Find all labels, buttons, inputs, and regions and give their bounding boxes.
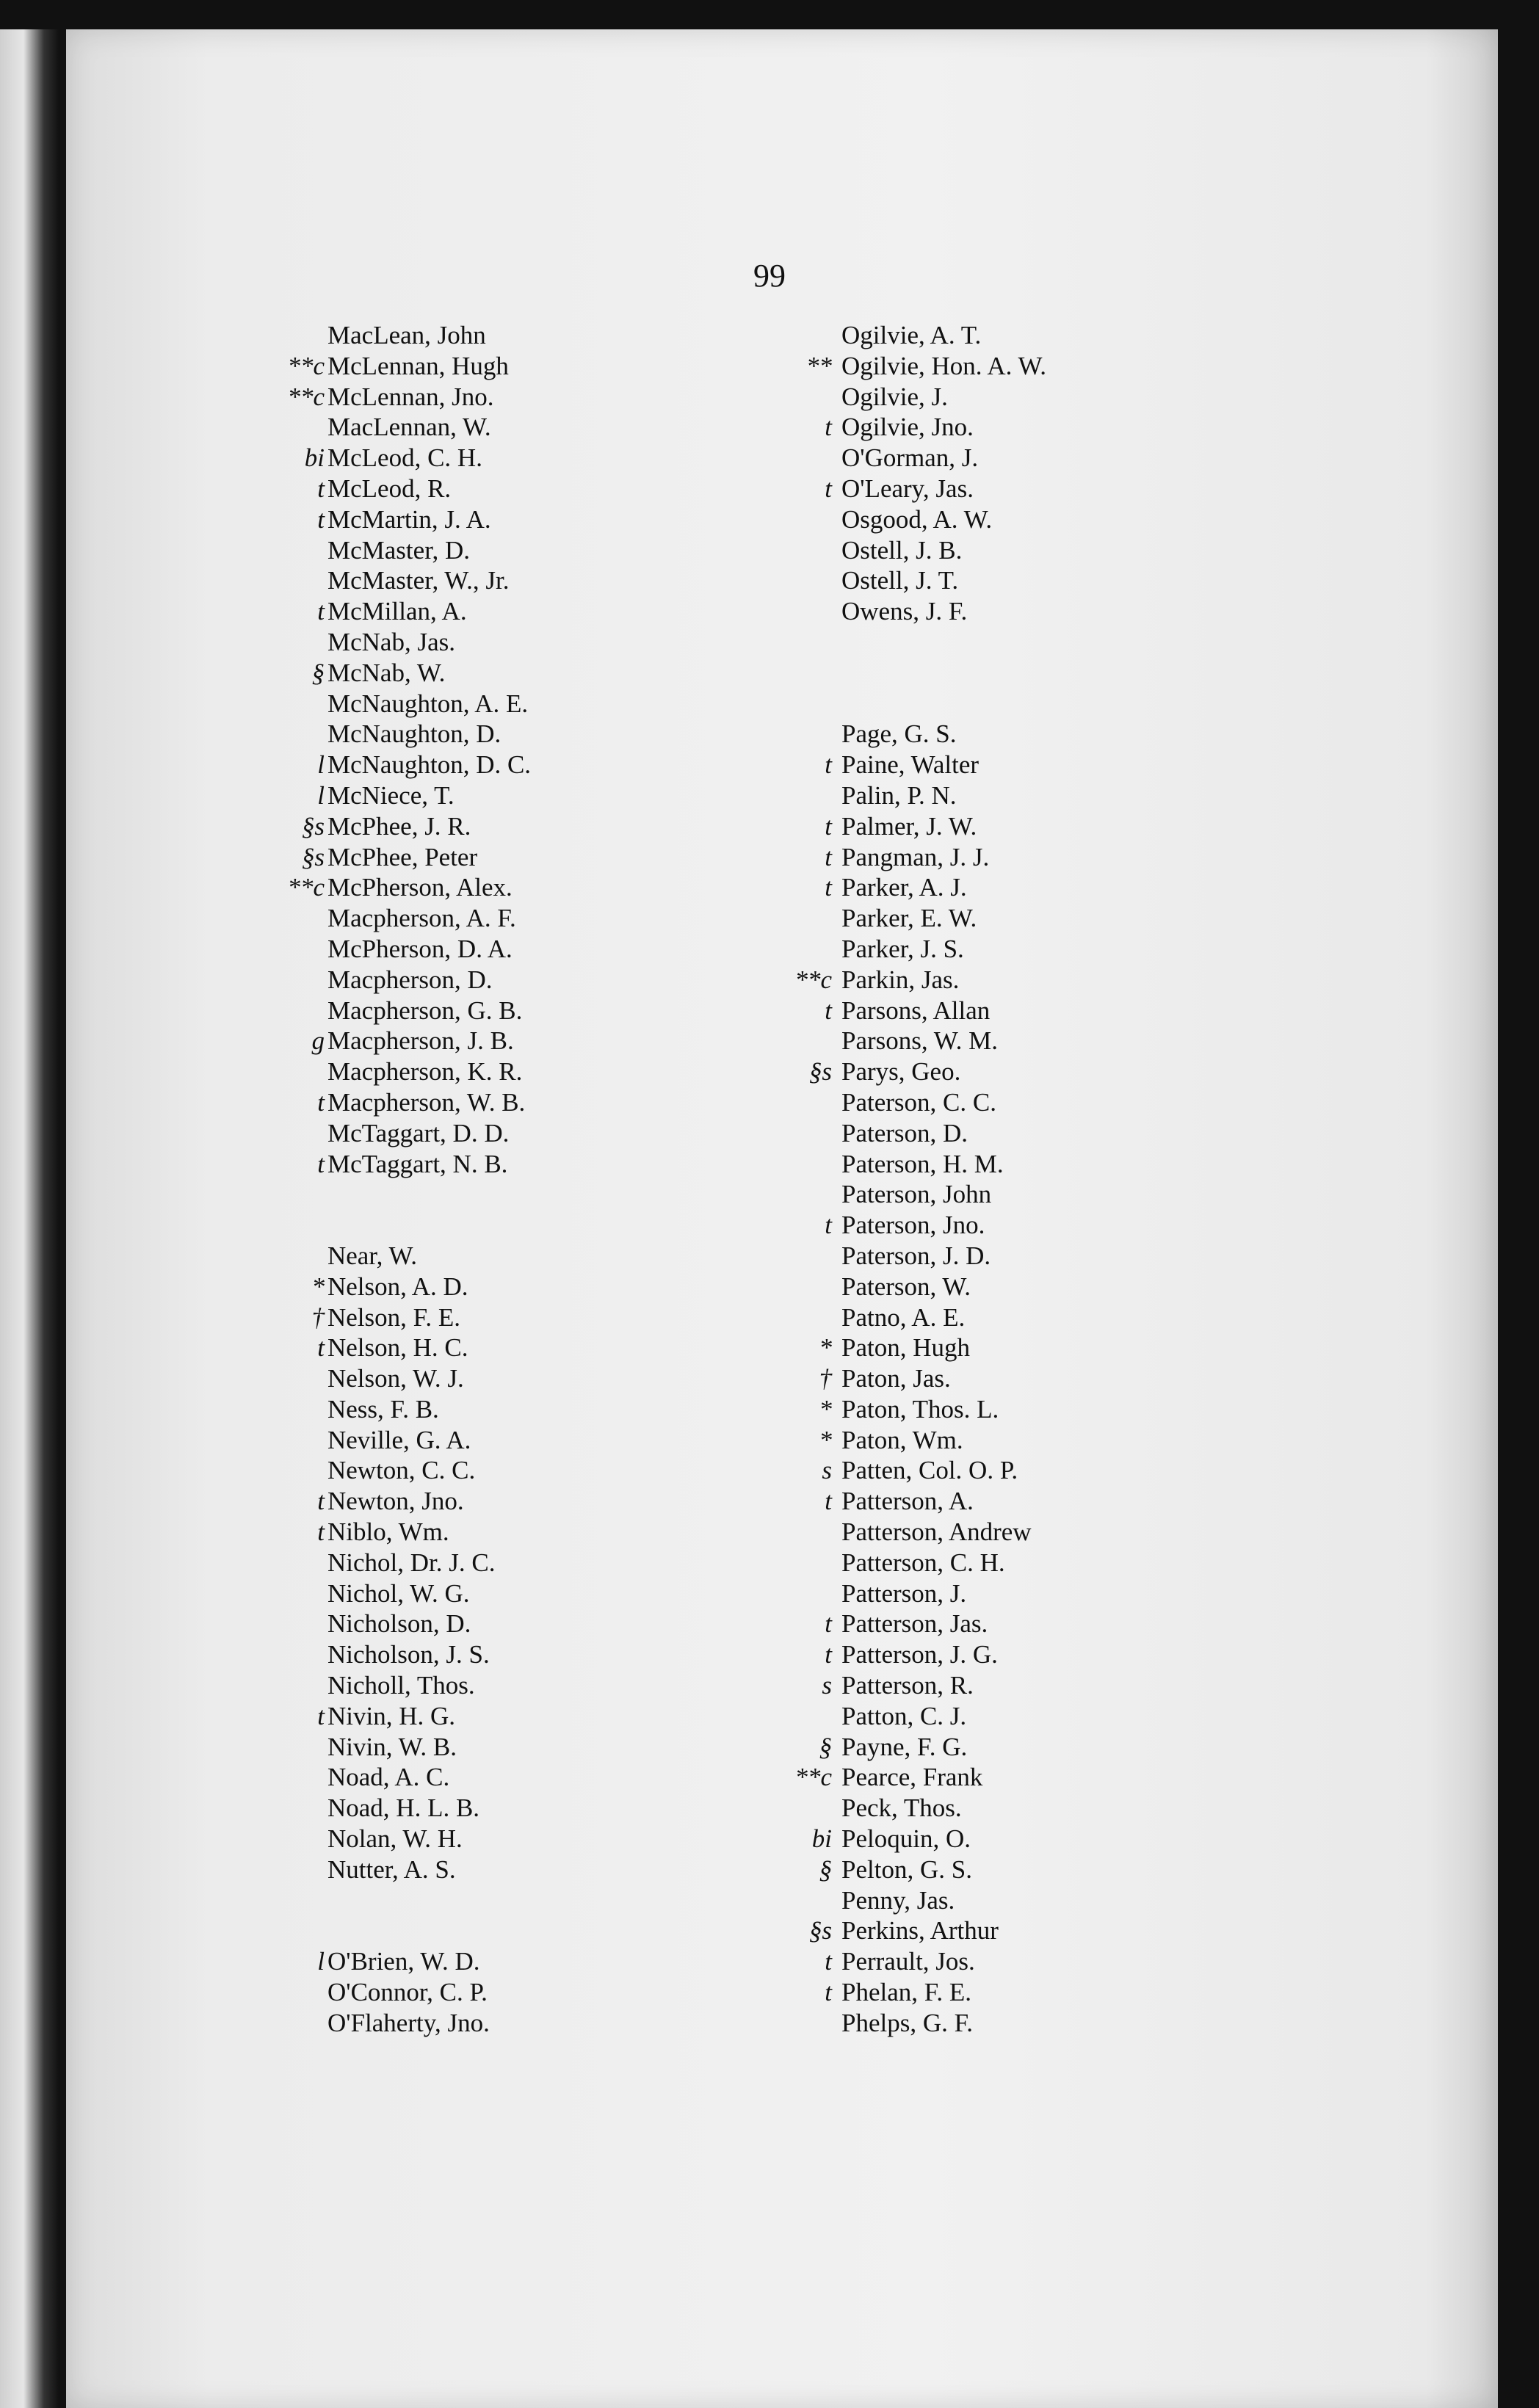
directory-entry <box>235 965 749 996</box>
directory-entry <box>749 351 1336 382</box>
entry-name: Paterson, J. D. <box>841 1241 991 1270</box>
entry-name: McMartin, J. A. <box>327 504 491 534</box>
entry-name: McNiece, T. <box>327 780 455 810</box>
directory-entry <box>235 1762 749 1793</box>
entry-name: Palin, P. N. <box>841 780 957 810</box>
directory-entry <box>235 1118 749 1149</box>
directory-entry <box>235 1578 749 1609</box>
entry-name: Paterson, John <box>841 1180 992 1209</box>
directory-entry <box>235 1302 749 1333</box>
directory-entry <box>235 1639 749 1670</box>
entry-mark: § <box>819 1732 832 1761</box>
entry-name: McNab, Jas. <box>327 627 455 656</box>
entry-name: Nivin, H. G. <box>327 1701 456 1730</box>
entry-name: Parsons, Allan <box>841 996 991 1025</box>
directory-entry <box>749 1977 1336 2008</box>
entry-name: McTaggart, N. B. <box>327 1149 508 1178</box>
entry-name: O'Leary, Jas. <box>841 474 974 503</box>
entry-mark: §s <box>808 1916 832 1945</box>
directory-entry <box>749 382 1336 413</box>
entry-mark: t <box>825 996 832 1025</box>
entry-mark: t <box>317 1333 325 1363</box>
directory-entry <box>749 1824 1336 1854</box>
directory-entry <box>235 811 749 842</box>
entry-name: Patterson, Jas. <box>841 1609 988 1639</box>
entry-mark: * <box>819 1425 832 1454</box>
entry-name: Nivin, W. B. <box>327 1732 457 1761</box>
entry-mark: t <box>317 1517 325 1547</box>
entry-name: Parker, E. W. <box>841 904 977 933</box>
directory-entry <box>749 1915 1336 1946</box>
directory-entry <box>235 1517 749 1548</box>
entry-name: Patterson, J. G. <box>841 1640 998 1669</box>
directory-entry <box>749 1670 1336 1701</box>
entry-name: Ostell, J. T. <box>841 566 959 595</box>
directory-entry <box>235 596 749 627</box>
directory-entry <box>235 996 749 1026</box>
directory-entry <box>749 1302 1336 1333</box>
directory-entry <box>235 1363 749 1394</box>
entry-name: MacLennan, W. <box>327 413 491 442</box>
directory-entry <box>235 689 749 719</box>
entry-mark: t <box>825 811 832 841</box>
entry-name: McLeod, R. <box>327 474 452 503</box>
entry-mark: ** <box>806 351 832 380</box>
entry-name: Patterson, Andrew <box>841 1517 1032 1547</box>
entry-name: Paton, Hugh <box>841 1333 970 1363</box>
entry-mark: † <box>311 1302 325 1332</box>
directory-entry <box>749 1210 1336 1241</box>
entry-name: Newton, C. C. <box>327 1456 476 1485</box>
entry-name: Parkin, Jas. <box>841 965 960 994</box>
directory-entry <box>749 1332 1336 1363</box>
directory-entry <box>749 1486 1336 1517</box>
entry-mark: t <box>317 1701 325 1730</box>
directory-entry <box>235 1824 749 1854</box>
directory-entry <box>749 565 1336 596</box>
blank-line <box>235 1210 749 1241</box>
entry-mark: t <box>317 474 325 503</box>
directory-entry <box>749 903 1336 934</box>
blank-line <box>235 1885 749 1916</box>
directory-entry <box>749 1609 1336 1639</box>
entry-name: Noad, H. L. B. <box>327 1794 480 1823</box>
entry-mark: **c <box>794 1763 832 1792</box>
entry-mark: l <box>317 750 325 780</box>
directory-entry <box>235 1793 749 1824</box>
entry-name: Peck, Thos. <box>841 1794 962 1823</box>
entry-name: Paton, Wm. <box>841 1425 963 1454</box>
directory-entry <box>749 1517 1336 1548</box>
entry-mark: t <box>825 750 832 780</box>
adjacent-page-edge <box>0 29 59 2408</box>
entry-mark: t <box>825 1947 832 1976</box>
entry-name: Nelson, A. D. <box>327 1272 468 1301</box>
entry-name: Nicholson, D. <box>327 1609 471 1639</box>
entry-mark: s <box>822 1671 832 1700</box>
entry-name: Osgood, A. W. <box>841 504 993 534</box>
entry-mark: s <box>822 1456 832 1485</box>
entry-name: Ogilvie, A. T. <box>841 321 982 349</box>
directory-entry <box>235 1732 749 1763</box>
directory-entry <box>749 412 1336 443</box>
directory-entry <box>749 1241 1336 1272</box>
directory-entry <box>235 934 749 965</box>
entry-name: Perkins, Arthur <box>841 1916 999 1945</box>
directory-entry <box>749 872 1336 903</box>
directory-entry <box>749 474 1336 504</box>
entry-name: McMaster, D. <box>327 535 470 565</box>
entry-mark: **c <box>287 351 325 380</box>
entry-mark: t <box>825 1978 832 2007</box>
entry-mark: bi <box>304 443 325 473</box>
directory-entry <box>235 565 749 596</box>
entry-name: Palmer, J. W. <box>841 811 977 841</box>
entry-mark: §s <box>808 1057 832 1087</box>
entry-name: McNab, W. <box>327 658 446 687</box>
directory-entry <box>235 504 749 535</box>
directory-entry <box>749 1118 1336 1149</box>
directory-entry <box>235 1149 749 1180</box>
entry-name: Macpherson, W. B. <box>327 1087 526 1117</box>
directory-entry <box>235 1455 749 1486</box>
entry-mark: t <box>317 504 325 534</box>
directory-entry <box>749 1087 1336 1118</box>
directory-entry <box>235 872 749 903</box>
entry-mark: § <box>311 658 325 687</box>
entry-name: Niblo, Wm. <box>327 1517 449 1547</box>
entry-mark: t <box>825 1487 832 1516</box>
entry-name: Patterson, A. <box>841 1487 974 1516</box>
entry-name: Parys, Geo. <box>841 1057 961 1087</box>
directory-entry <box>235 1977 749 2008</box>
entry-mark: l <box>317 780 325 810</box>
entry-mark: bi <box>811 1824 832 1854</box>
entry-name: McMillan, A. <box>327 597 467 626</box>
entry-name: Nichol, Dr. J. C. <box>327 1548 496 1577</box>
directory-entry <box>235 1609 749 1639</box>
directory-entry <box>235 903 749 934</box>
entry-name: Patton, C. J. <box>841 1701 967 1730</box>
entry-name: Patterson, C. H. <box>841 1548 1005 1577</box>
entry-name: Payne, F. G. <box>841 1732 968 1761</box>
directory-entry <box>749 1762 1336 1793</box>
directory-entry <box>749 535 1336 566</box>
entry-name: McPhee, J. R. <box>327 811 471 841</box>
directory-entry <box>235 443 749 474</box>
entry-mark: t <box>317 597 325 626</box>
entry-name: Paterson, W. <box>841 1272 971 1301</box>
page-number: 99 <box>753 258 786 294</box>
entry-name: O'Gorman, J. <box>841 443 979 473</box>
directory-entry <box>749 2008 1336 2039</box>
directory-entry <box>235 719 749 750</box>
entry-name: Paine, Walter <box>841 750 979 780</box>
directory-entry <box>749 965 1336 996</box>
entry-name: Parker, J. S. <box>841 934 964 963</box>
directory-entry <box>235 627 749 658</box>
directory-entry <box>235 1946 749 1977</box>
blank-line <box>749 689 1336 719</box>
entry-name: Phelps, G. F. <box>841 2008 974 2037</box>
directory-entry <box>749 1639 1336 1670</box>
entry-mark: t <box>825 474 832 503</box>
entry-name: Nelson, F. E. <box>327 1302 460 1332</box>
entry-name: Ostell, J. B. <box>841 535 963 565</box>
directory-entry <box>749 1455 1336 1486</box>
directory-entry <box>749 1578 1336 1609</box>
entry-name: Noad, A. C. <box>327 1763 450 1792</box>
directory-entry <box>235 1548 749 1578</box>
directory-entry <box>235 658 749 689</box>
blank-line <box>235 1915 749 1946</box>
entry-mark: t <box>825 842 832 871</box>
directory-entry <box>749 842 1336 873</box>
entry-mark: §s <box>301 842 325 871</box>
entry-mark: t <box>317 1487 325 1516</box>
entry-name: Macpherson, D. <box>327 965 493 994</box>
directory-entry <box>235 412 749 443</box>
entry-name: Perrault, Jos. <box>841 1947 975 1976</box>
entry-name: McPherson, Alex. <box>327 873 513 902</box>
entry-name: McLennan, Hugh <box>327 351 509 380</box>
entry-name: Paterson, C. C. <box>841 1087 996 1117</box>
entry-name: Pearce, Frank <box>841 1763 983 1792</box>
directory-entry <box>235 1486 749 1517</box>
directory-entry <box>235 382 749 413</box>
directory-entry <box>235 1394 749 1425</box>
entry-mark: **c <box>287 382 325 411</box>
entry-name: MacLean, John <box>327 321 486 349</box>
entry-name: Ogilvie, J. <box>841 382 948 411</box>
entry-name: McMaster, W., Jr. <box>327 566 510 595</box>
entry-name: Parsons, W. M. <box>841 1026 998 1056</box>
entry-name: Phelan, F. E. <box>841 1978 972 2007</box>
entry-name: McTaggart, D. D. <box>327 1118 510 1147</box>
directory-entry <box>749 750 1336 780</box>
directory-entry <box>749 596 1336 627</box>
directory-entry <box>749 1732 1336 1763</box>
entry-name: McLennan, Jno. <box>327 382 494 411</box>
directory-entry <box>749 1885 1336 1916</box>
directory-entry <box>235 535 749 566</box>
blank-line <box>749 627 1336 658</box>
entry-name: Patterson, J. <box>841 1578 967 1608</box>
entry-name: McLeod, C. H. <box>327 443 482 473</box>
directory-entry <box>749 1363 1336 1394</box>
entry-name: Pangman, J. J. <box>841 842 990 871</box>
directory-entry <box>749 719 1336 750</box>
directory-entry <box>235 1425 749 1456</box>
directory-entry <box>235 1056 749 1087</box>
directory-entry <box>749 443 1336 474</box>
directory-entry <box>749 1394 1336 1425</box>
directory-entry <box>235 1241 749 1272</box>
directory-entry <box>749 811 1336 842</box>
entry-mark: **c <box>794 965 832 994</box>
entry-name: Patno, A. E. <box>841 1302 966 1332</box>
entry-mark: **c <box>287 873 325 902</box>
entry-name: Macpherson, A. F. <box>327 904 516 933</box>
directory-entry <box>235 1026 749 1056</box>
entry-mark: t <box>825 1211 832 1240</box>
entry-name: Parker, A. J. <box>841 873 967 902</box>
directory-entry <box>749 320 1336 351</box>
entry-name: Macpherson, G. B. <box>327 996 523 1025</box>
entry-name: O'Brien, W. D. <box>327 1947 480 1976</box>
entry-name: Owens, J. F. <box>841 597 968 626</box>
directory-entry <box>749 1149 1336 1180</box>
blank-line <box>235 1179 749 1210</box>
entry-name: Peloquin, O. <box>841 1824 971 1854</box>
entry-name: Ogilvie, Hon. A. W. <box>841 351 1047 380</box>
entry-name: O'Connor, C. P. <box>327 1978 488 2007</box>
entry-mark: l <box>317 1947 325 1976</box>
entry-mark: t <box>825 1609 832 1639</box>
directory-entry <box>749 1701 1336 1732</box>
directory-entry <box>749 1548 1336 1578</box>
directory-entry <box>749 1793 1336 1824</box>
entry-name: Paterson, H. M. <box>841 1149 1004 1178</box>
entry-name: Paton, Jas. <box>841 1364 951 1393</box>
entry-mark: § <box>819 1854 832 1884</box>
directory-entry <box>235 1087 749 1118</box>
directory-entry <box>235 1670 749 1701</box>
entry-name: Patterson, R. <box>841 1671 974 1700</box>
entry-mark: * <box>311 1272 325 1301</box>
entry-name: Ogilvie, Jno. <box>841 413 974 442</box>
directory-entry <box>235 750 749 780</box>
entry-name: Macpherson, K. R. <box>327 1057 523 1087</box>
entry-mark: t <box>317 1149 325 1178</box>
entry-name: Nelson, W. J. <box>327 1364 464 1393</box>
entry-name: Nolan, W. H. <box>327 1824 463 1854</box>
entry-name: Nicholson, J. S. <box>327 1640 490 1669</box>
directory-entry <box>235 2008 749 2039</box>
entry-mark: g <box>311 1026 325 1056</box>
entry-mark: t <box>317 1087 325 1117</box>
entry-name: McNaughton, D. <box>327 719 501 749</box>
directory-entry <box>235 320 749 351</box>
directory-entry <box>235 474 749 504</box>
entry-name: Ness, F. B. <box>327 1394 439 1424</box>
directory-entry <box>749 996 1336 1026</box>
entry-mark: t <box>825 1640 832 1669</box>
entry-name: Nicholl, Thos. <box>327 1671 475 1700</box>
entry-name: Patten, Col. O. P. <box>841 1456 1018 1485</box>
entry-name: Nichol, W. G. <box>327 1578 470 1608</box>
entry-name: McNaughton, A. E. <box>327 689 529 718</box>
entry-name: Macpherson, J. B. <box>327 1026 514 1056</box>
directory-entry <box>749 934 1336 965</box>
directory-entry <box>235 1701 749 1732</box>
directory-entry <box>749 780 1336 811</box>
blank-line <box>749 658 1336 689</box>
entry-name: McPhee, Peter <box>327 842 478 871</box>
directory-entry <box>235 780 749 811</box>
entry-mark: §s <box>301 811 325 841</box>
entry-name: Neville, G. A. <box>327 1425 471 1454</box>
entry-name: Paton, Thos. L. <box>841 1394 999 1424</box>
left-name-column <box>235 320 749 2039</box>
right-name-column <box>749 320 1336 2039</box>
entry-mark: * <box>819 1394 832 1424</box>
directory-entry <box>235 842 749 873</box>
entry-name: Paterson, D. <box>841 1118 968 1147</box>
directory-entry <box>235 1854 749 1885</box>
entry-name: Near, W. <box>327 1241 418 1270</box>
directory-entry <box>235 1272 749 1302</box>
entry-name: Newton, Jno. <box>327 1487 464 1516</box>
entry-mark: t <box>825 413 832 442</box>
directory-entry <box>749 1272 1336 1302</box>
entry-mark: t <box>825 873 832 902</box>
directory-entry <box>235 1332 749 1363</box>
entry-name: McPherson, D. A. <box>327 934 513 963</box>
entry-mark: * <box>819 1333 832 1363</box>
entry-name: McNaughton, D. C. <box>327 750 532 780</box>
entry-mark: † <box>819 1364 832 1393</box>
entry-name: Page, G. S. <box>841 719 957 749</box>
directory-entry <box>749 1946 1336 1977</box>
directory-entry <box>749 1425 1336 1456</box>
entry-name: Nutter, A. S. <box>327 1854 456 1884</box>
directory-entry <box>749 1854 1336 1885</box>
entry-name: Pelton, G. S. <box>841 1854 972 1884</box>
directory-entry <box>749 1056 1336 1087</box>
directory-entry <box>749 1179 1336 1210</box>
entry-name: Nelson, H. C. <box>327 1333 468 1363</box>
directory-entry <box>749 504 1336 535</box>
entry-name: Paterson, Jno. <box>841 1211 985 1240</box>
entry-name: O'Flaherty, Jno. <box>327 2008 490 2037</box>
directory-entry <box>235 351 749 382</box>
directory-entry <box>749 1026 1336 1056</box>
entry-name: Penny, Jas. <box>841 1885 955 1915</box>
